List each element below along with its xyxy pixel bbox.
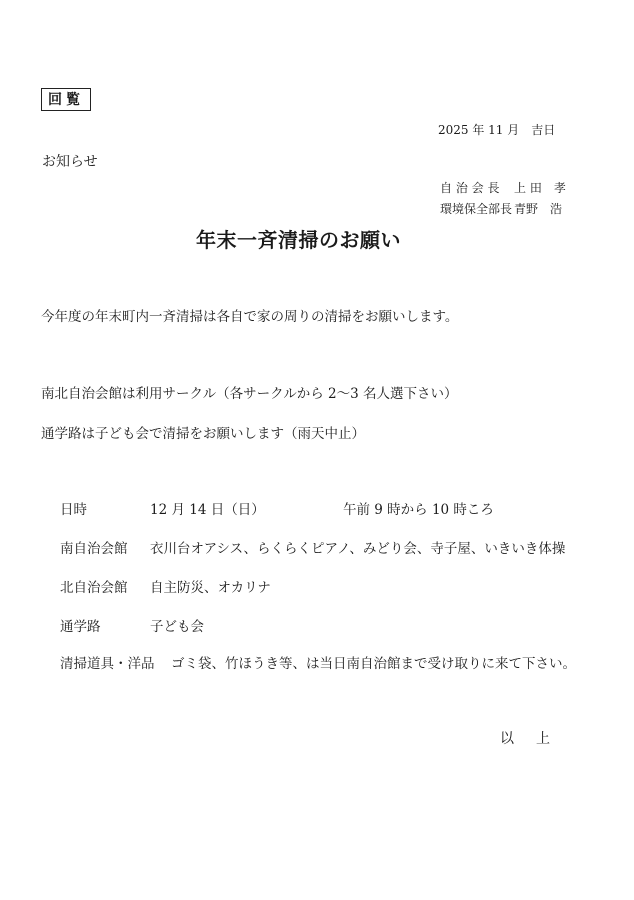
schedule-value: 自主防災、オカリナ (150, 580, 271, 596)
circulation-stamp: 回覧 (41, 88, 91, 111)
schedule-row-date (60, 498, 620, 518)
schedule-label: 日時 (60, 502, 87, 518)
signatory-name: 青野 浩 (514, 202, 563, 216)
schedule-label: 南自治会館 (60, 541, 128, 557)
closing-mark: 以上 (500, 731, 572, 747)
signatory-role: 環境保全部長 (440, 202, 513, 216)
schedule-value: ゴミ袋、竹ほうき等、は当日南自治館まで受け取りに来て下さい。 (171, 656, 576, 672)
signatory-environment-head (440, 200, 562, 217)
signatory-role: 自 治 会 長 (440, 181, 500, 195)
schedule-row-north-hall (60, 576, 620, 596)
paragraph-halls: 南北自治会館は利用サークル（各サークルから 2〜3 名人選下さい） (41, 386, 458, 402)
schedule-date-value: 12 月 14 日（日） (150, 502, 265, 518)
schedule-label: 北自治会館 (60, 580, 128, 596)
schedule-value: 衣川台オアシス、らくらくピアノ、みどり会、寺子屋、いきいき体操 (150, 541, 566, 557)
paragraph-intro: 今年度の年末町内一斉清掃は各自で家の周りの清掃をお願いします。 (41, 309, 459, 325)
schedule-row-school-route (60, 615, 620, 635)
signatory-name: 上 田 孝 (514, 181, 566, 195)
paragraph-school-route: 通学路は子ども会で清掃をお願いします（雨天中止） (41, 426, 365, 442)
notice-label: お知らせ (42, 154, 98, 170)
signatory-chairman (440, 179, 566, 196)
document-title: 年末一斉清掃のお願い (196, 228, 401, 252)
issue-date: 2025 年 11 月 吉日 (438, 123, 556, 137)
schedule-label: 清掃道具・洋品 (60, 656, 155, 672)
schedule-row-south-hall (60, 537, 620, 557)
schedule-value: 子ども会 (150, 619, 204, 635)
schedule-label: 通学路 (60, 619, 101, 635)
schedule-row-tools (60, 652, 620, 672)
schedule-time-value: 午前 9 時から 10 時ころ (343, 502, 494, 518)
